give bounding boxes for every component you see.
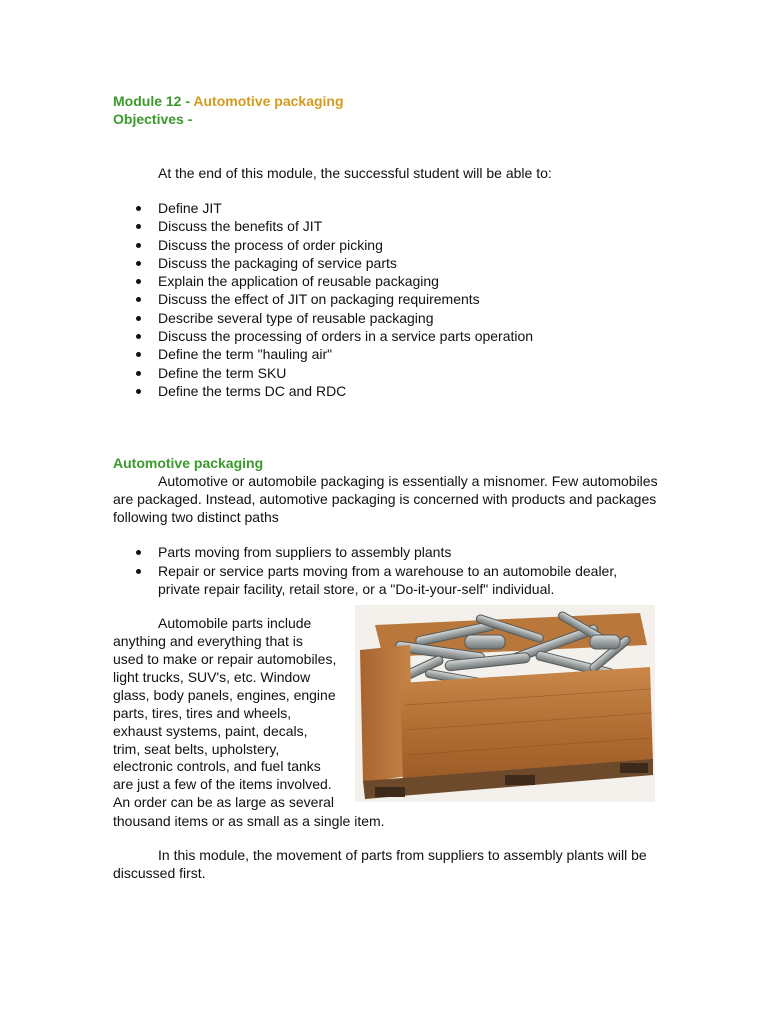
list-item: Define the terms DC and RDC [158, 382, 658, 400]
text-line: glass, body panels, engines, engine [113, 686, 336, 703]
paths-list [113, 543, 658, 598]
final-paragraph: In this module, the movement of parts from suppliers to assembly plants will be discussed first. [113, 847, 647, 882]
list-item: Discuss the effect of JIT on packaging requirements [158, 290, 658, 308]
list-item: Discuss the packaging of service parts [158, 254, 658, 272]
document-page [113, 92, 658, 882]
list-item: Explain the application of reusable packaging [158, 272, 658, 290]
list-item: Discuss the process of order picking [158, 236, 658, 254]
module-number: Module 12 - [113, 93, 194, 109]
list-item: Discuss the processing of orders in a service parts operation [158, 327, 658, 345]
list-item: Parts moving from suppliers to assembly plants [158, 543, 658, 561]
text-line: anything and everything that is [113, 633, 303, 650]
text-line: trim, seat belts, upholstery, [113, 740, 280, 757]
parts-description [113, 615, 355, 812]
text-line: light trucks, SUV's, etc. Window [113, 668, 311, 685]
section-title: Automotive packaging [113, 455, 264, 472]
list-item: Define JIT [158, 199, 658, 217]
text-line: thousand items or as small as a single item. [113, 813, 385, 830]
section-paragraph: Automotive or automobile packaging is essentially a misnomer. Few automobiles are packaged. Instead, automotive packaging is concerned with products and packages following two distinct paths [113, 473, 658, 526]
list-item: Define the term "hauling air" [158, 345, 658, 363]
text-line: used to make or repair automobiles, [113, 650, 337, 667]
text-line: Automobile parts include [158, 615, 312, 632]
text-line: parts, tires, tires and wheels, [113, 704, 292, 721]
objectives-list [113, 199, 658, 400]
module-heading [113, 92, 658, 110]
text-line: electronic controls, and fuel tanks [113, 758, 321, 775]
intro-paragraph: At the end of this module, the successful student will be able to: [158, 165, 552, 181]
text-line: are just a few of the items involved. [113, 776, 332, 793]
module-title: Automotive packaging [193, 93, 344, 109]
figure-block [113, 615, 658, 828]
list-item: Discuss the benefits of JIT [158, 217, 658, 235]
text-line: exhaust systems, paint, decals, [113, 722, 308, 739]
wooden-crate-image [355, 605, 655, 802]
list-item: Describe several type of reusable packaging [158, 309, 658, 327]
list-item: Define the term SKU [158, 364, 658, 382]
list-item: Repair or service parts moving from a warehouse to an automobile dealer, private repair facility, retail store, or a "Do-it-your-self" individual. [158, 562, 658, 599]
objectives-heading: Objectives - [113, 111, 193, 127]
text-line: An order can be as large as several [113, 794, 335, 811]
